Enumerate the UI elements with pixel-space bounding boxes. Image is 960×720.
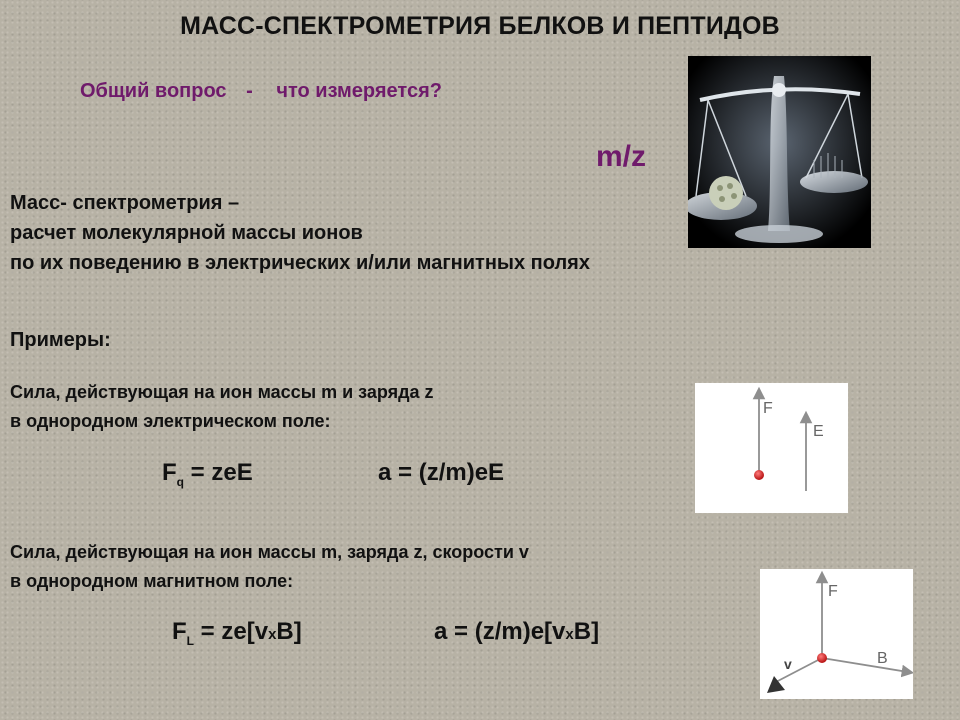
electric-field-diagram — [695, 383, 848, 513]
description-line: Сила, действующая на ион массы m и заряда z — [10, 382, 434, 402]
cross-product-sign: x — [268, 626, 277, 643]
question-dash: - — [246, 80, 253, 102]
description-line: в однородном электрическом поле: — [10, 411, 331, 431]
definition-line: расчет молекулярной массы ионов — [10, 222, 363, 244]
formula-mid: = ze[v — [194, 618, 269, 645]
balance-scale-icon — [688, 56, 871, 248]
definition-line: Масс- спектрометрия – — [10, 192, 240, 214]
force-label: F — [763, 400, 773, 417]
electric-field-description — [10, 378, 434, 436]
electric-field-figure — [695, 383, 848, 513]
velocity-label: v — [784, 656, 792, 672]
formula-rest: = zeE — [184, 459, 253, 486]
definition-line: по их поведению в электрических и/или магнитных полях — [10, 252, 590, 274]
definition — [10, 188, 590, 278]
b-field-label: B — [877, 650, 888, 667]
magnetic-field-description — [10, 538, 529, 596]
mz-label: m/z — [596, 140, 647, 173]
formula-subscript: q — [176, 474, 185, 489]
velocity-line — [774, 658, 822, 683]
question-label: Общий вопрос — [80, 80, 227, 102]
formula-mid: a = (z/m)e[v — [434, 618, 566, 645]
formula-end: B] — [276, 618, 302, 645]
formula-symbol: F — [172, 618, 187, 645]
balance-scale-image — [688, 56, 871, 248]
electric-acceleration-formula: a = (z/m)eE — [378, 459, 505, 486]
formula-subscript: L — [186, 633, 195, 648]
description-line: Сила, действующая на ион массы m, заряда z, скорости v — [10, 542, 529, 562]
electric-force-formula — [162, 459, 253, 489]
slide-title: МАСС-СПЕКТРОМЕТРИЯ БЕЛКОВ И ПЕПТИДОВ — [180, 12, 780, 40]
general-question — [80, 80, 442, 103]
magnetic-field-diagram — [760, 569, 913, 699]
examples-label: Примеры: — [10, 329, 111, 351]
ion-particle — [817, 653, 827, 663]
description-line: в однородном магнитном поле: — [10, 571, 294, 591]
field-label: E — [813, 423, 824, 440]
lorentz-force-formula — [172, 618, 302, 648]
formula-symbol: F — [162, 459, 177, 486]
b-field-arrow — [822, 658, 908, 672]
magnetic-acceleration-formula — [434, 618, 599, 646]
cross-product-sign: x — [565, 626, 574, 643]
question-text: что измеряется? — [276, 80, 442, 102]
ion-particle — [754, 470, 764, 480]
force-label: F — [828, 583, 838, 600]
formula-end: B] — [573, 618, 600, 645]
magnetic-field-figure — [760, 569, 913, 699]
